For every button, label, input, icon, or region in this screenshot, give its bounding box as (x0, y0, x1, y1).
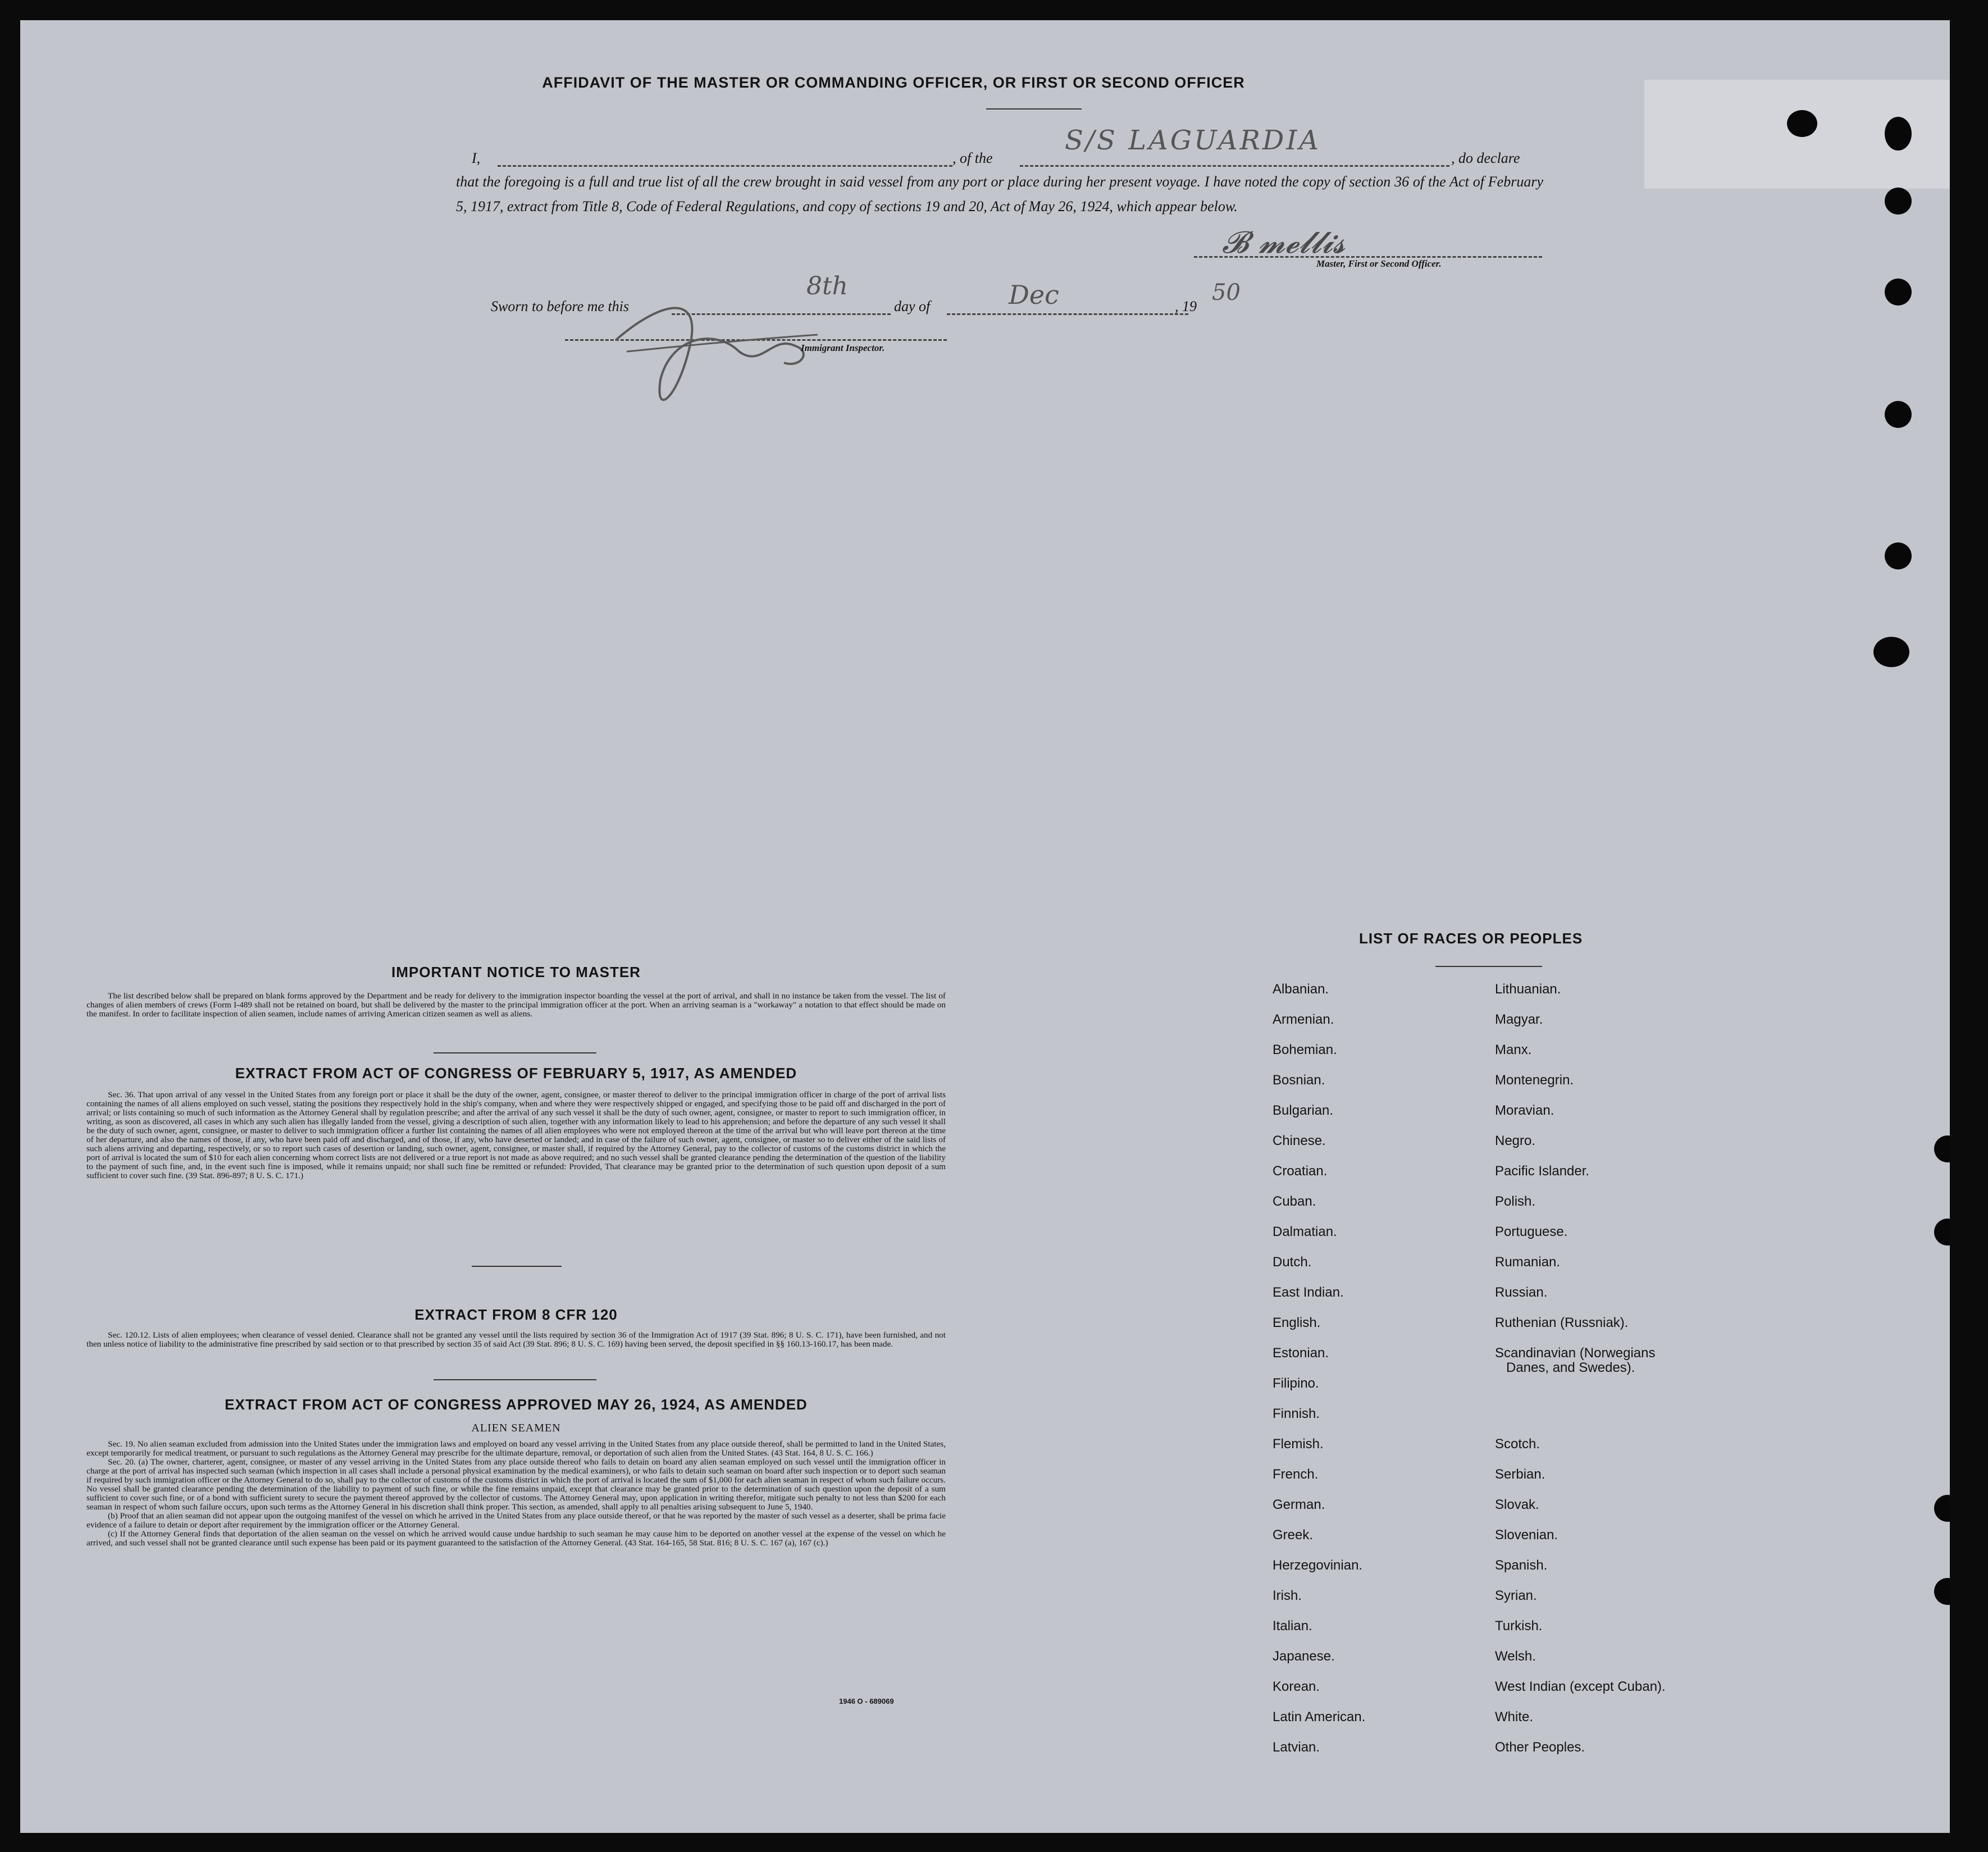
race-item: Danes, and Swedes). (1506, 1360, 1635, 1375)
race-item: Albanian. (1273, 982, 1329, 997)
race-item: Italian. (1273, 1618, 1312, 1634)
sec20a-paragraph: Sec. 20. (a) The owner, charterer, agent, consignee, or master of any vessel arriving in the United States from any place outside thereof who fails to detain on board any alien seaman employed on such vessel until the immigration officer in charge at the port of arrival has inspected such seaman (which inspection in all cases shall include a personal physical examination by the medical examiners), or who fails to detain such seaman on board after such inspection or to deport such seaman if required by such immigration officer or the Attorney General to do so, shall pay to the collector of customs of the customs district in which the port of arrival is located the sum of $1,000 for each alien seaman in respect of whom such failure occurs. No vessel shall be granted clearance pending the determination of the liability to payment of such fine, or while the fine remains unpaid, except that clearance may be granted prior to the determination of such question upon the deposit of a sum sufficient to cover such fine, or of a bond with sufficient surety to secure the payment thereof approved by the collector of customs. The Attorney General may, upon application in writing therefor, mitigate such penalty to not less than $200 for each seaman in respect of whom such failure occurs, upon such terms as the Attorney General in his discretion shall think proper. This section, as amended, shall apply to all penalties arising subsequent to June 5, 1940. (86, 1457, 946, 1512)
sec20b-paragraph: (b) Proof that an alien seaman did not appear upon the outgoing manifest of the vessel on which he arrived in the United States from any place outside thereof, or that he was reported by the master of such vessel as a deserter, shall be prima facie evidence of a failure to detain or deport after requirement by the immigration officer or the Attorney General. (86, 1511, 946, 1530)
race-item: Slovak. (1495, 1497, 1539, 1512)
race-item: Bohemian. (1273, 1042, 1337, 1057)
race-item: French. (1273, 1467, 1319, 1482)
sec20c-paragraph: (c) If the Attorney General finds that deportation of the alien seaman on the vessel on which he arrived would cause undue hardship to such seaman he may cause him to be deported on another vessel at the expense of the vessel on which he arrived, and such vessel shall not be granted clearance until such expense has been paid or its payment guaranteed to the satisfaction of the Attorney General. (43 Stat. 164-165, 58 Stat. 816; 8 U. S. C. 167 (a), 167 (c).) (86, 1529, 946, 1548)
race-item: Polish. (1495, 1194, 1536, 1209)
race-item: Latvian. (1273, 1740, 1320, 1755)
vessel-name: S/S LAGUARDIA (1065, 125, 1321, 156)
race-item: Greek. (1273, 1527, 1314, 1543)
notice-rule (434, 1052, 596, 1053)
cfr-title: EXTRACT FROM 8 CFR 120 (414, 1306, 618, 1323)
race-item: Portuguese. (1495, 1224, 1568, 1239)
race-item: Welsh. (1495, 1649, 1536, 1664)
race-item: Slovenian. (1495, 1527, 1558, 1543)
race-item: Armenian. (1273, 1012, 1334, 1027)
cfr-text: Sec. 120.12. Lists of alien employees; when clearance of vessel denied. Clearance shall not be granted any vessel until the lists required by section 36 of the Immigration Act of 1917 (39 Stat. 896; 8 U. S. C. 171), have been furnished, and not then unless notice of liability to the administrative fine prescribed by said section or to that prescribed by section 35 of said Act (39 Stat. 896; 8 U. S. C. 169) having been served, the deposit specified in §§ 160.13-160.17, has been made. (86, 1330, 946, 1349)
vessel-line (1020, 165, 1449, 167)
race-item: Japanese. (1273, 1649, 1335, 1664)
binder-hole (1885, 542, 1912, 569)
race-item: Chinese. (1273, 1133, 1326, 1148)
race-item: Scotch. (1495, 1436, 1540, 1452)
race-item: Finnish. (1273, 1406, 1320, 1421)
month-line (947, 313, 1188, 315)
year-prefix: , 19 (1175, 298, 1197, 314)
extract1917-text: Sec. 36. That upon arrival of any vessel in the United States from any foreign port or place it shall be the duty of the owner, agent, consignee, or master thereof to deliver to the principal immigration officer in charge of the port of arrival lists containing the names of all aliens employed on such vessel, stating the positions they respectively hold in the ship's company, when and where they were respectively shipped or engaged, and specifying those to be paid off and discharged in the port of arrival; or lists containing so much of such information as the Attorney General shall by regulation prescribe; and after the arrival of any such vessel it shall be the duty of such owner, agent, consignee, or master to report to such immigration officer, in writing, as soon as discovered, all cases in which any such alien has illegally landed from the vessel, giving a description of such alien, together with any information likely to lead to his apprehension; and before the departure of any such vessel it shall be the duty of such owner, agent, consignee, or master to deliver to such immigration officer a further list containing the names of all alien employees who were not employed thereon at the time of the arrival but who will leave port thereon at the time of her departure, and also the names of those, if any, who have been paid off and discharged, and of those, if any, who have deserted or landed; and in case of the failure of such owner, agent, consignee, or master so to deliver either of the said lists of such aliens arriving and departing, respectively, or so to report such cases of desertion or landing, such owner, agent, consignee, or master shall, if required by the Attorney General, pay to the collector of customs of the customs district in which the port of arrival is located the sum of $10 for each alien concerning whom correct lists are not delivered or a true report is not made as above required; and no such vessel shall be granted clearance pending the determination of the question of the liability to the payment of such fine, and, in the event such fine is imposed, while it remains unpaid; nor shall such fine be remitted or refunded: Provided, That clearance may be granted prior to the determination of such question upon deposit of a sum sufficient to cover such fine. (39 Stat. 896-897; 8 U. S. C. 171.) (86, 1090, 946, 1180)
races-title: LIST OF RACES OR PEOPLES (1359, 930, 1583, 947)
day-value: 8th (806, 272, 849, 300)
binder-hole (1885, 279, 1912, 305)
race-item: Estonian. (1273, 1345, 1329, 1361)
race-item: Magyar. (1495, 1012, 1543, 1027)
race-item: Flemish. (1273, 1436, 1324, 1452)
race-item: Dutch. (1273, 1255, 1312, 1270)
race-item: Filipino. (1273, 1376, 1319, 1391)
extract1917-title: EXTRACT FROM ACT OF CONGRESS OF FEBRUARY 5, 1917, AS AMENDED (235, 1065, 797, 1082)
race-item: Syrian. (1495, 1588, 1537, 1603)
race-item: Spanish. (1495, 1558, 1548, 1573)
race-item: White. (1495, 1709, 1534, 1725)
race-item: Russian. (1495, 1285, 1548, 1300)
race-item: East Indian. (1273, 1285, 1344, 1300)
form-page (20, 20, 1950, 1833)
year-value: 50 (1212, 280, 1241, 305)
race-item: Scandinavian (Norwegians (1495, 1345, 1656, 1361)
race-item: Irish. (1273, 1588, 1302, 1603)
race-item: Bosnian. (1273, 1073, 1325, 1088)
race-item: Rumanian. (1495, 1255, 1561, 1270)
race-item: English. (1273, 1315, 1321, 1330)
binder-hole (1885, 188, 1912, 215)
cfr-rule (434, 1379, 596, 1380)
race-item: Dalmatian. (1273, 1224, 1337, 1239)
binder-hole (1873, 637, 1909, 667)
notice-title: IMPORTANT NOTICE TO MASTER (391, 964, 641, 980)
affidavit-i: I, (472, 150, 481, 166)
race-item: Ruthenian (Russniak). (1495, 1315, 1629, 1330)
race-item: Other Peoples. (1495, 1740, 1585, 1755)
race-item: Turkish. (1495, 1618, 1543, 1634)
month-value: Dec (1009, 280, 1059, 310)
binder-hole (1885, 117, 1912, 150)
race-item: Bulgarian. (1273, 1103, 1334, 1118)
race-item: Moravian. (1495, 1103, 1554, 1118)
notice-text: The list described below shall be prepared on blank forms approved by the Department and be ready for delivery to the immigration inspector boarding the vessel at the port of arrival, and shall in no instance be taken from the vessel. The list of changes of alien members of crews (Form I-489 shall not be retained on board, but shall be delivered by the master to the principal immigration officer at the port. When an arriving seaman is a "workaway" a notation to that effect should be made on the manifest. In order to facilitate inspection of alien seamen, include names of arriving American citizen seamen as well as aliens. (86, 991, 946, 1019)
officer-caption: Master, First or Second Officer. (1316, 258, 1442, 269)
race-item: Negro. (1495, 1133, 1536, 1148)
race-item: Croatian. (1273, 1164, 1328, 1179)
race-item: Manx. (1495, 1042, 1532, 1057)
affidavit-of-the: , of the (952, 150, 993, 166)
binder-hole (1934, 1219, 1950, 1246)
print-code: 1946 O - 689069 (839, 1697, 894, 1705)
inspector-caption: Immigrant Inspector. (801, 343, 885, 353)
officer-signature: 𝓑 𝓶𝓮𝓵𝓵𝓲𝓼 (1222, 225, 1346, 260)
sec19-text (86, 1440, 946, 1548)
race-item: Latin American. (1273, 1709, 1366, 1725)
affidavit-body: that the foregoing is a full and true list of all the crew brought in said vessel from any port or place during her present voyage. I have noted the copy of section 36 of the Act of February 5, 1917, extract from Title 8, Code of Federal Regulations, and copy of sections 19 and 20, Act of May 26, 1924, which appear below. (456, 174, 1543, 215)
affidavit-declare: , do declare (1451, 150, 1520, 166)
race-item: Korean. (1273, 1679, 1320, 1694)
title-rule (986, 108, 1082, 110)
affidavit-title: AFFIDAVIT OF THE MASTER OR COMMANDING OFFICER, OR FIRST OR SECOND OFFICER (542, 74, 1245, 91)
sec19-paragraph: Sec. 19. No alien seaman excluded from admission into the United States under the immigration laws and employed on board any vessel arriving in the United States from any place outside thereof, shall be permitted to land in the United States, except temporarily for medical treatment, or pursuant to such regulations as the Attorney General may prescribe for the ultimate departure, removal, or deportation of such alien from the United States. (43 Stat. 164, 8 U. S. C. 166.) (86, 1439, 946, 1458)
day-of: day of (894, 298, 931, 314)
binder-hole (1934, 1135, 1950, 1162)
binder-hole (1934, 1495, 1950, 1522)
binder-hole (1787, 110, 1817, 137)
alien-seamen-subtitle: ALIEN SEAMEN (471, 1422, 561, 1434)
extract1924-title: EXTRACT FROM ACT OF CONGRESS APPROVED MAY 26, 1924, AS AMENDED (225, 1396, 808, 1413)
race-item: Cuban. (1273, 1194, 1316, 1209)
race-item: Montenegrin. (1495, 1073, 1574, 1088)
race-item: German. (1273, 1497, 1325, 1512)
race-item: Pacific Islander. (1495, 1164, 1590, 1179)
races-rule (1435, 966, 1542, 967)
race-item: West Indian (except Cuban). (1495, 1679, 1666, 1694)
name-line (498, 165, 952, 167)
race-item: Lithuanian. (1495, 982, 1561, 997)
race-item: Serbian. (1495, 1467, 1545, 1482)
binder-hole (1885, 401, 1912, 428)
binder-hole (1934, 1578, 1950, 1605)
extract1917-rule (472, 1266, 562, 1267)
sworn-prefix: Sworn to before me this (491, 298, 630, 314)
race-item: Herzegovinian. (1273, 1558, 1363, 1573)
